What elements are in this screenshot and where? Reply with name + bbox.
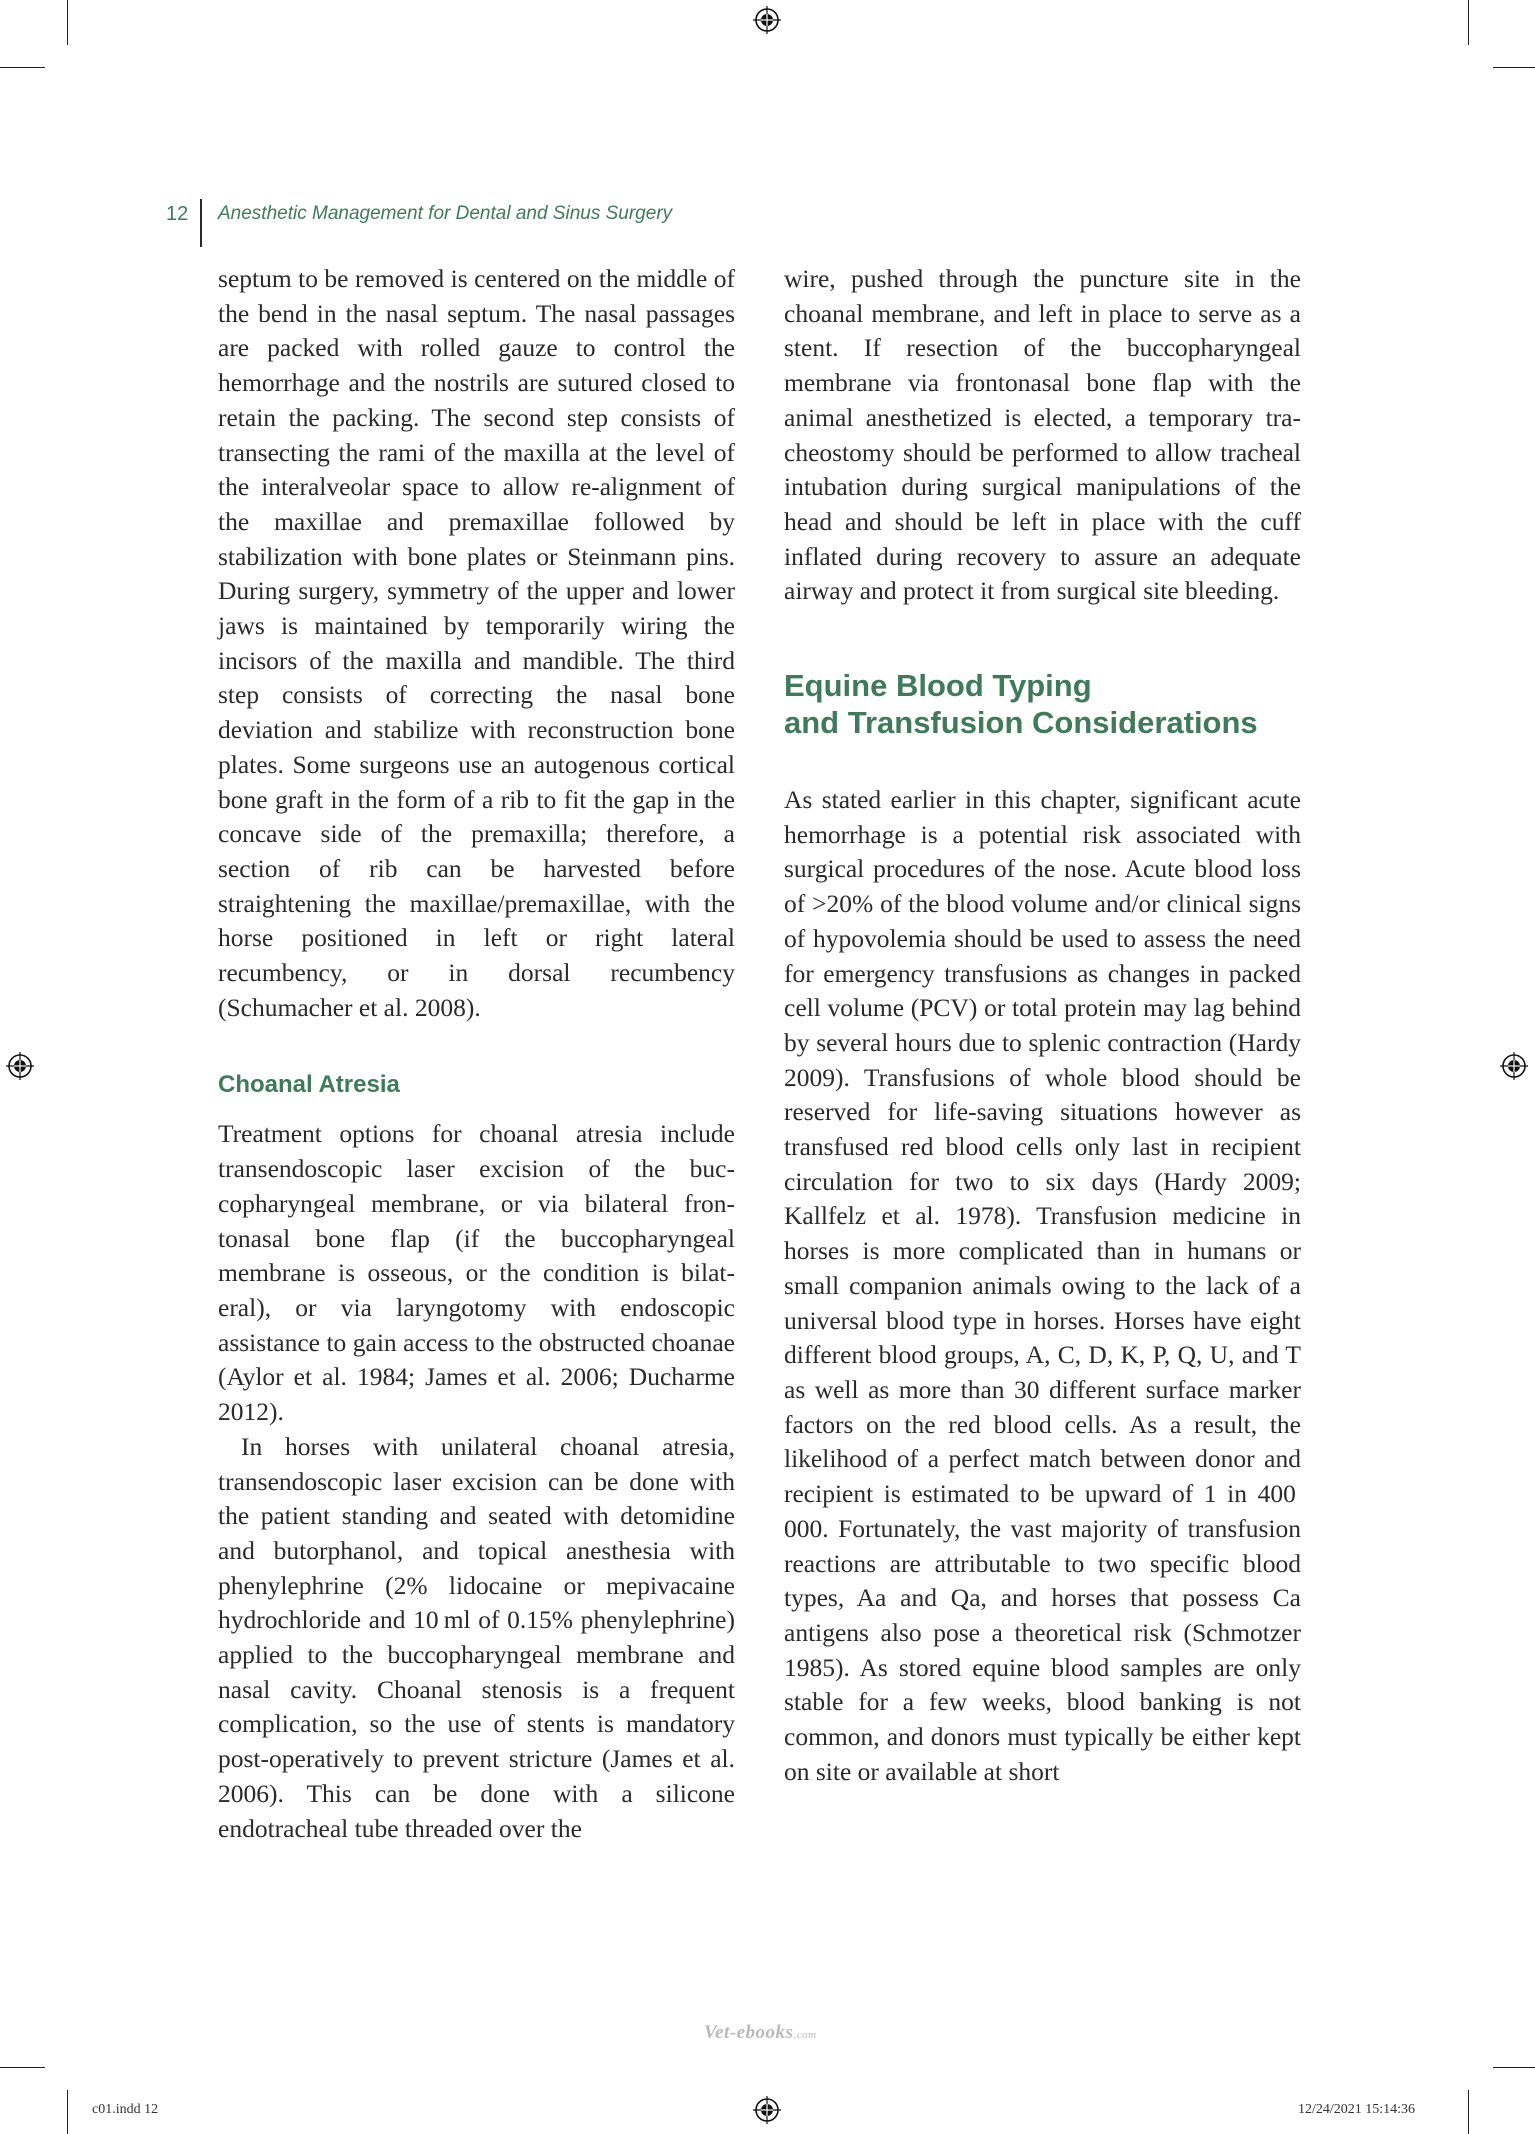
section-heading [784, 667, 1301, 741]
registration-mark-icon [6, 1052, 34, 1080]
crop-mark [0, 2067, 45, 2068]
right-column [784, 262, 1301, 1789]
section-heading-line: Equine Blood Typing [784, 668, 1092, 704]
running-title: Anesthetic Management for Dental and Sinus Surgery [218, 203, 673, 224]
crop-mark [67, 0, 68, 45]
page-number: 12 [166, 203, 189, 225]
header-divider [200, 199, 202, 247]
registration-mark-icon [1500, 1052, 1528, 1080]
subsection-heading: Choanal Atresia [218, 1071, 400, 1099]
body-paragraph: In horses with unilateral choanal atresia, transendoscopic laser excision can be done with the patient standing and seated with detomidine and butorphanol, and topical anesthesia with phenylephrine (2% lidocaine or mepivacaine hydrochloride and 10 ml of 0.15% phenylephrine) applied to the buccopharyngeal membrane and nasal cavity. Choanal stenosis is a frequent complication, so the use of stents is mandatory post-operatively to prevent stricture (James et al. 2006). This can be done with a silicone endotracheal tube threaded over the [218, 1431, 735, 1843]
crop-mark [1493, 67, 1535, 68]
registration-mark-icon [753, 2096, 781, 2124]
crop-mark [1493, 2067, 1535, 2068]
registration-mark-icon [753, 6, 781, 34]
watermark-brand: Vet-ebooks [704, 2022, 794, 2043]
body-paragraph: septum to be removed is centered on the middle of the bend in the nasal septum. The nasal passages are packed with rolled gauze to control the hemorrhage and the nostrils are sutured closed to retain the packing. The second step consists of transecting the rami of the maxilla at the level of the interalveolar space to allow re-alignment of the maxillae and premaxillae followed by stabilization with bone plates or Steinmann pins. During surgery, symmetry of the upper and lower jaws is maintained by temporarily wiring the incisors of the maxilla and mandible. The third step consists of correcting the nasal bone deviation and stabilize with reconstruction bone plates. Some surgeons use an autogenous cortical bone graft in the form of a rib to fit the gap in the concave side of the premaxilla; therefore, a section of rib can be harvested before straightening the maxillae/premaxillae, with the horse positioned in left or right lateral recumbency, or in dorsal recumbency (Schumacher et al. 2008). [218, 264, 735, 1022]
left-column [218, 262, 735, 1846]
slug-file: c01.indd 12 [92, 2102, 159, 2117]
crop-mark [67, 2090, 68, 2134]
crop-mark [1468, 2090, 1469, 2134]
watermark-logo [704, 2022, 817, 2044]
body-paragraph: As stated earlier in this chapter, significant acute hemorrhage is a potential risk associated with surgical procedures of the nose. Acute blood loss of >20% of the blood volume and/or clinical signs of hypovolemia should be used to assess the need for emergency transfusions as changes in packed cell volume (PCV) or total protein may lag behind by several hours due to splenic contraction (Hardy 2009). Transfusions of whole blood should be reserved for life-saving situations however as transfused red blood cells only last in recipient circulation for two to six days (Hardy 2009; Kallfelz et al. 1978). Transfusion medicine in horses is more complicated than in humans or small companion animals owing to the lack of a universal blood type in horses. Horses have eight different blood groups, A, C, D, K, P, Q, U, and T as well as more than 30 different surface marker factors on the red blood cells. As a result, the likelihood of a perfect match between donor and recipient is estimated to be upward of 1 in 400 000. Fortunately, the vast majority of transfusion reactions are attributable to two specific blood types, Aa and Qa, and horses that possess Ca antigens also pose a theoretical risk (Schmotzer 1985). As stored equine blood samples are only stable for a few weeks, blood banking is not common, and donors must typically be either kept on site or available at short [784, 785, 1301, 1786]
crop-mark [0, 67, 45, 68]
section-heading-line: and Transfusion Considerations [784, 705, 1258, 741]
body-paragraph: wire, pushed through the puncture site in the choanal membrane, and left in place to serve as a stent. If resection of the buccopharyngeal membrane via frontonasal bone flap with the animal anesthetized is elected, a temporary tracheostomy should be performed to allow tracheal intubation during surgical manipulations of the head and should be left in place with the cuff inflated during recovery to assure an adequate airway and protect it from surgical site bleeding. [784, 264, 1301, 606]
watermark-domain: .com [793, 2029, 817, 2041]
body-paragraph: Treatment options for choanal atresia include transendoscopic laser excision of the buccopharyngeal membrane, or via bilateral frontonasal bone flap (if the buccopharyngeal membrane is osseous, or the condition is bilateral), or via laryngotomy with endoscopic assistance to gain access to the obstructed choanae (Aylor et al. 1984; James et al. 2006; Ducharme 2012). [218, 1119, 735, 1427]
slug-timestamp: 12/24/2021 15:14:36 [1298, 2102, 1416, 2117]
crop-mark [1468, 0, 1469, 45]
